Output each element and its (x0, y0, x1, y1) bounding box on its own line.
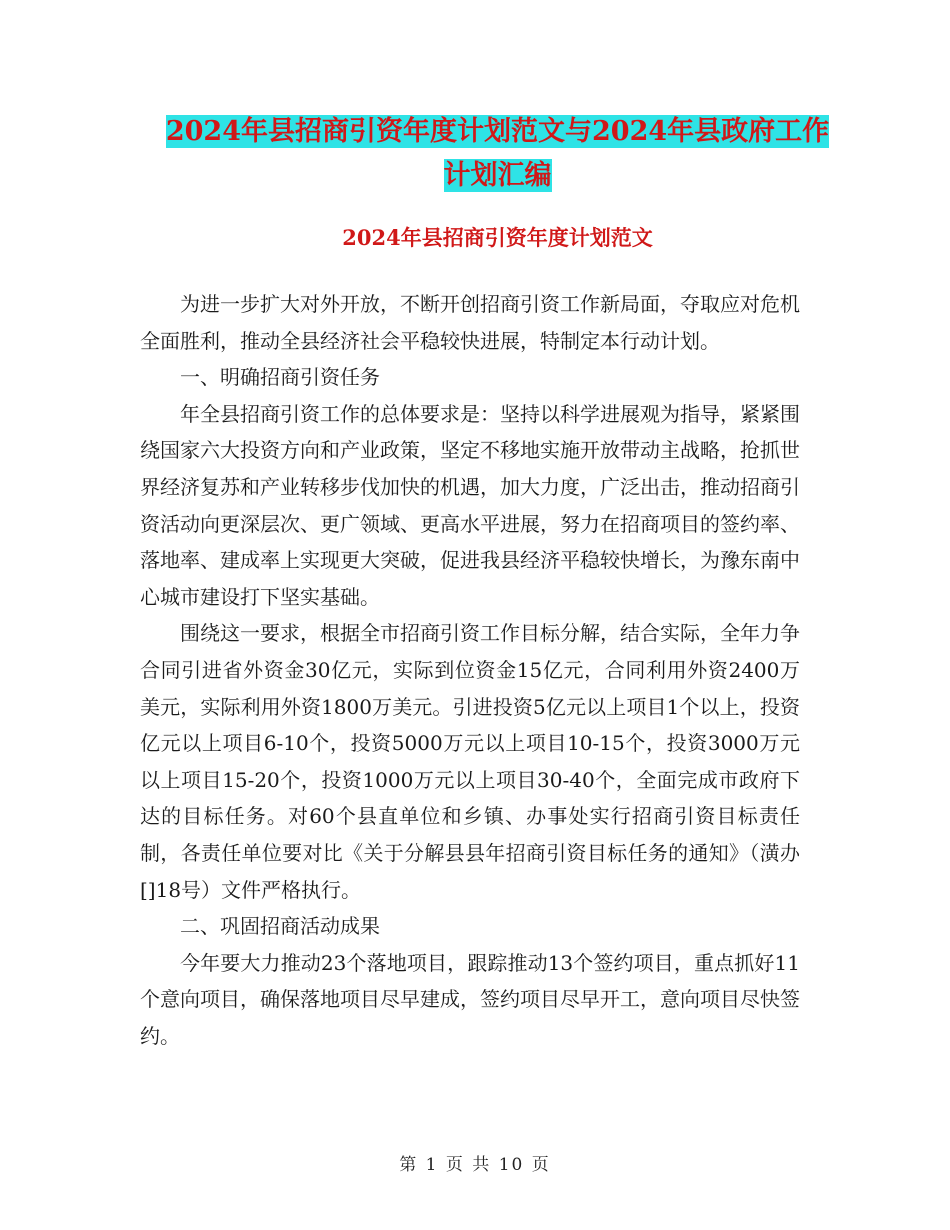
document-title (140, 110, 855, 198)
paragraph-intro: 为进一步扩大对外开放，不断开创招商引资工作新局面，夺取应对危机全面胜利，推动全县经济社会平稳较快进展，特制定本行动计划。 (140, 292, 800, 353)
paragraph-targets: 围绕这一要求，根据全市招商引资工作目标分解，结合实际，全年力争合同引进省外资金30亿元，实际到位资金15亿元，合同利用外资2400万美元，实际利用外资1800万美元。引进投资5亿元以上项目1个以上，投资亿元以上项目6-10个，投资5000万元以上项目10-15个，投资3000万元以上项目15-20个，投资1000万元以上项目30-40个，全面完成市政府下达的目标任务。对60个县直单位和乡镇、办事处实行招商引资目标责任制，各责任单位要对比《关于分解县县年招商引资目标任务的通知》（潢办[]18号）文件严格执行。 (140, 621, 800, 902)
heading-section-2: 二、巩固招商活动成果 (180, 914, 380, 939)
title-line-1: 2024年县招商引资年度计划范文与2024年县政府工作 (165, 116, 830, 147)
section-title: 2024年县招商引资年度计划范文 (342, 225, 653, 250)
title-line-2: 计划汇编 (443, 160, 552, 191)
document-body (140, 286, 800, 1054)
paragraph-projects: 今年要大力推动23个落地项目，跟踪推动13个签约项目，重点抓好11个意向项目，确保落地项目尽早建成，签约项目尽早开工，意向项目尽快签约。 (140, 950, 800, 1048)
heading-section-1: 一、明确招商引资任务 (180, 365, 380, 390)
page-number-footer: 第 1 页 共 10 页 (399, 1155, 551, 1175)
paragraph-requirements: 年全县招商引资工作的总体要求是：坚持以科学进展观为指导，紧紧围绕国家六大投资方向和产业政策，坚定不移地实施开放带动主战略，抢抓世界经济复苏和产业转移步伐加快的机遇，加大力度，广泛出击，推动招商引资活动向更深层次、更广领域、更高水平进展，努力在招商项目的签约率、落地率、建成率上实现更大突破，促进我县经济平稳较快增长，为豫东南中心城市建设打下坚实基础。 (140, 401, 800, 609)
